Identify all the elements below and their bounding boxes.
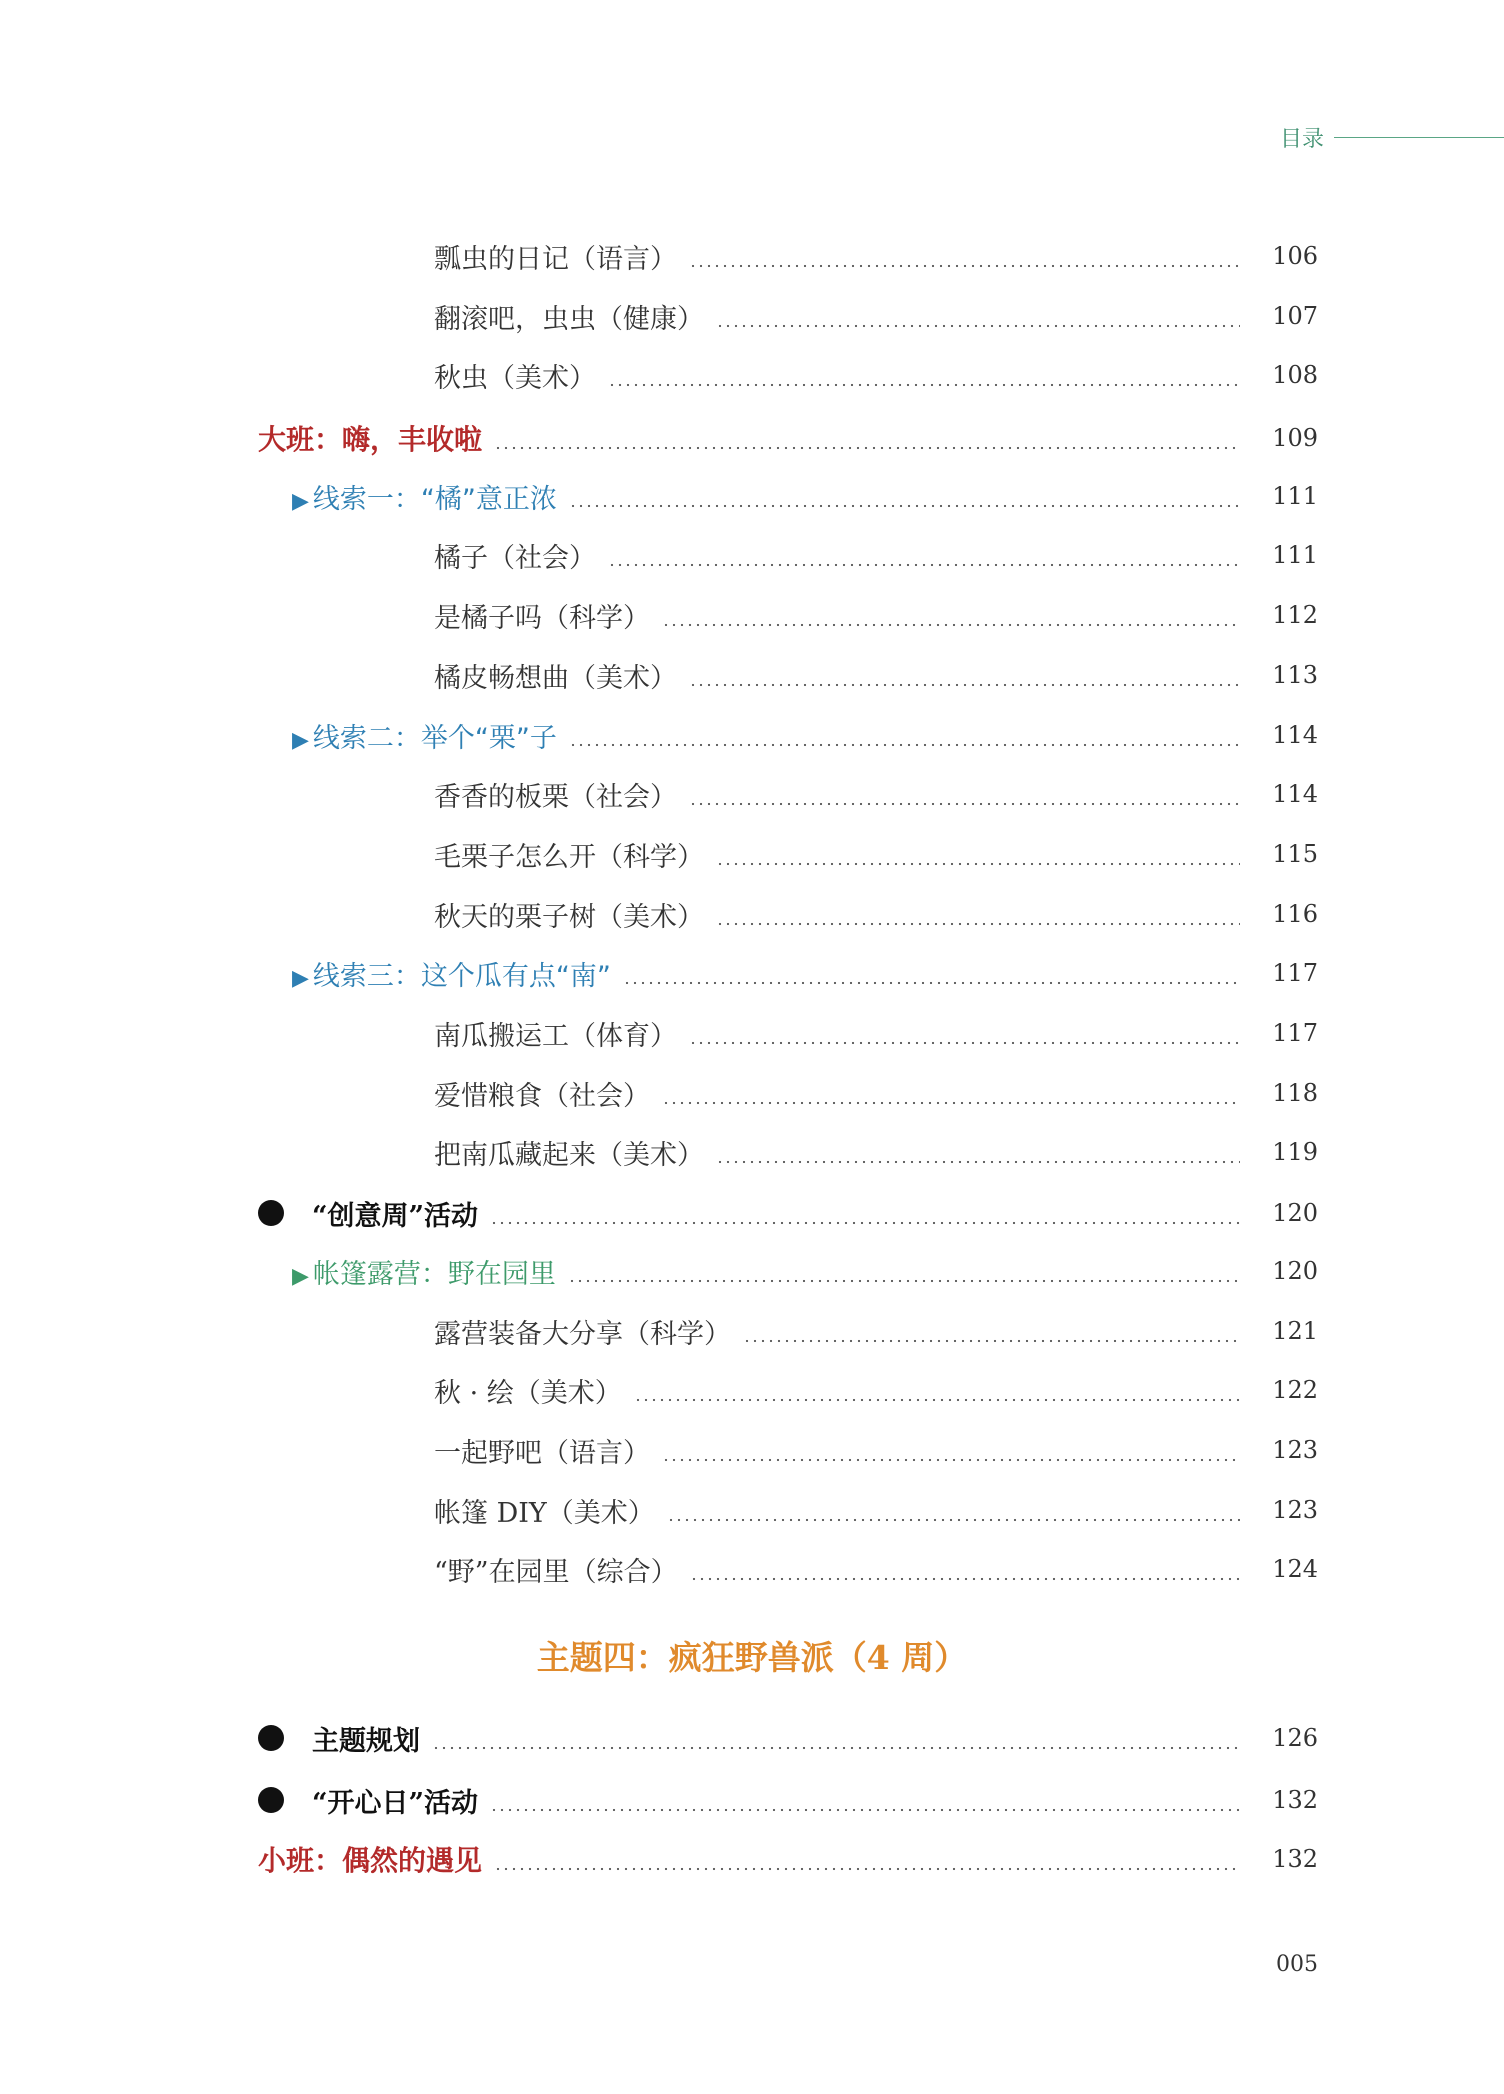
toc-class-heading[interactable] (258, 1835, 1318, 1883)
toc-entry-page: 121 (1272, 1317, 1318, 1345)
toc-entry[interactable] (258, 1128, 1318, 1176)
triangle-right-icon: ▶ (292, 727, 309, 753)
leader-dots (623, 949, 1240, 997)
toc-entry-label: 橘皮畅想曲（美术） (434, 662, 677, 694)
leader-dots (490, 1189, 1240, 1237)
toc-entry-label: “野”在园里（综合） (434, 1556, 678, 1588)
toc-entry-page: 115 (1272, 840, 1318, 868)
toc-clue-heading[interactable] (258, 472, 1318, 520)
toc-entry-label: 露营装备大分享（科学） (434, 1318, 731, 1350)
toc-entry-label: “开心日”活动 (312, 1787, 479, 1819)
toc-entry-page: 123 (1272, 1436, 1318, 1464)
toc-entry-page: 114 (1272, 721, 1318, 749)
toc-entry[interactable] (258, 1366, 1318, 1414)
toc-entry-label: 线索三：这个瓜有点“南” (312, 960, 611, 992)
toc-entry[interactable] (258, 232, 1318, 280)
leader-dots (494, 1835, 1240, 1883)
toc-entry-label: 主题规划 (312, 1725, 420, 1757)
toc-entry-page: 118 (1272, 1079, 1318, 1107)
toc-entry-label: 橘子（社会） (434, 542, 596, 574)
bullet-icon (258, 1200, 284, 1226)
toc-entry-page: 117 (1272, 1019, 1318, 1047)
leader-dots (716, 292, 1240, 340)
toc-entry-label: 小班：偶然的遇见 (258, 1844, 483, 1877)
bullet-icon (258, 1725, 284, 1751)
leader-dots (662, 1069, 1240, 1117)
toc-clue-heading[interactable] (258, 949, 1318, 997)
toc-entry-page: 112 (1272, 601, 1318, 629)
toc-entry-page: 126 (1272, 1724, 1318, 1752)
toc-entry[interactable] (258, 770, 1318, 818)
toc-entry-page: 124 (1272, 1555, 1318, 1583)
toc-entry-label: 秋 · 绘（美术） (434, 1377, 622, 1409)
leader-dots (569, 711, 1240, 759)
toc-entry-label: “创意周”活动 (312, 1200, 479, 1232)
toc-entry-page: 111 (1272, 541, 1318, 569)
toc-entry-label: 线索二：举个“栗”子 (312, 722, 557, 754)
toc-entry[interactable] (258, 890, 1318, 938)
toc-entry[interactable] (258, 1486, 1318, 1534)
toc-entry[interactable] (258, 1009, 1318, 1057)
toc-entry-label: 爱惜粮食（社会） (434, 1080, 650, 1112)
toc-entry[interactable] (258, 591, 1318, 639)
toc-entry-page: 132 (1272, 1845, 1318, 1873)
leader-dots (689, 651, 1240, 699)
toc-entry-page: 120 (1272, 1199, 1318, 1227)
leader-dots (490, 1776, 1240, 1824)
leader-dots (689, 1009, 1240, 1057)
toc-entry-label: 秋虫（美术） (434, 362, 596, 394)
toc-clue-heading[interactable] (258, 711, 1318, 759)
toc-entry[interactable] (258, 1069, 1318, 1117)
toc-entry-page: 106 (1272, 242, 1318, 270)
toc-entry-page: 107 (1272, 302, 1318, 330)
toc-entry-page: 132 (1272, 1786, 1318, 1814)
toc-entry-page: 122 (1272, 1376, 1318, 1404)
toc-section-heading[interactable] (258, 1714, 1318, 1762)
toc-entry[interactable] (258, 1307, 1318, 1355)
leader-dots (432, 1714, 1240, 1762)
toc-entry[interactable] (258, 1545, 1318, 1593)
toc-entry-page: 120 (1272, 1257, 1318, 1285)
toc-entry-label: 帐篷 DIY（美术） (434, 1497, 655, 1529)
leader-dots (743, 1307, 1240, 1355)
leader-dots (634, 1366, 1240, 1414)
leader-dots (716, 890, 1240, 938)
leader-dots (662, 591, 1240, 639)
page-number: 005 (1276, 1952, 1318, 1977)
leader-dots (689, 770, 1240, 818)
toc-clue-heading[interactable] (258, 1247, 1318, 1295)
toc-entry-label: 翻滚吧，虫虫（健康） (434, 303, 704, 335)
toc-entry-label: 毛栗子怎么开（科学） (434, 841, 704, 873)
triangle-right-icon: ▶ (292, 965, 309, 991)
toc-entry-label: 线索一：“橘”意正浓 (312, 483, 557, 515)
toc-entry-page: 114 (1272, 780, 1318, 808)
toc-entry-label: 南瓜搬运工（体育） (434, 1020, 677, 1052)
toc-entry[interactable] (258, 351, 1318, 399)
leader-dots (689, 232, 1240, 280)
toc-entry-page: 109 (1272, 424, 1318, 452)
toc-class-heading[interactable] (258, 414, 1318, 462)
leader-dots (569, 472, 1240, 520)
leader-dots (568, 1247, 1240, 1295)
leader-dots (667, 1486, 1240, 1534)
toc-entry[interactable] (258, 651, 1318, 699)
toc-entry[interactable] (258, 1426, 1318, 1474)
toc-entry-page: 119 (1272, 1138, 1318, 1166)
triangle-right-icon: ▶ (292, 1263, 309, 1289)
toc-entry-page: 111 (1272, 482, 1318, 510)
toc-entry[interactable] (258, 830, 1318, 878)
toc-entry-page: 108 (1272, 361, 1318, 389)
leader-dots (608, 351, 1240, 399)
toc-entry-page: 117 (1272, 959, 1318, 987)
toc-entry-page: 116 (1272, 900, 1318, 928)
toc-entry-label: 秋天的栗子树（美术） (434, 901, 704, 933)
leader-dots (608, 531, 1240, 579)
bullet-icon (258, 1787, 284, 1813)
toc-entry[interactable] (258, 292, 1318, 340)
triangle-right-icon: ▶ (292, 488, 309, 514)
toc-section-heading[interactable] (258, 1189, 1318, 1237)
toc-entry-label: 香香的板栗（社会） (434, 781, 677, 813)
toc-entry-page: 113 (1272, 661, 1318, 689)
toc-entry[interactable] (258, 531, 1318, 579)
toc-entry-label: 大班：嗨，丰收啦 (258, 423, 483, 456)
leader-dots (716, 1128, 1240, 1176)
toc-section-heading[interactable] (258, 1776, 1318, 1824)
toc-entry-page: 123 (1272, 1496, 1318, 1524)
toc-entry-label: 帐篷露营：野在园里 (312, 1258, 556, 1290)
leader-dots (662, 1426, 1240, 1474)
toc-entry-label: 瓢虫的日记（语言） (434, 243, 677, 275)
leader-dots (494, 414, 1240, 462)
header-label: 目录 (1279, 127, 1324, 152)
toc-entry-label: 是橘子吗（科学） (434, 602, 650, 634)
theme-title: 主题四：疯狂野兽派（4 周） (536, 1638, 968, 1677)
leader-dots (690, 1545, 1240, 1593)
toc-entry-label: 一起野吧（语言） (434, 1437, 650, 1469)
toc-entry-label: 把南瓜藏起来（美术） (434, 1139, 704, 1171)
leader-dots (716, 830, 1240, 878)
